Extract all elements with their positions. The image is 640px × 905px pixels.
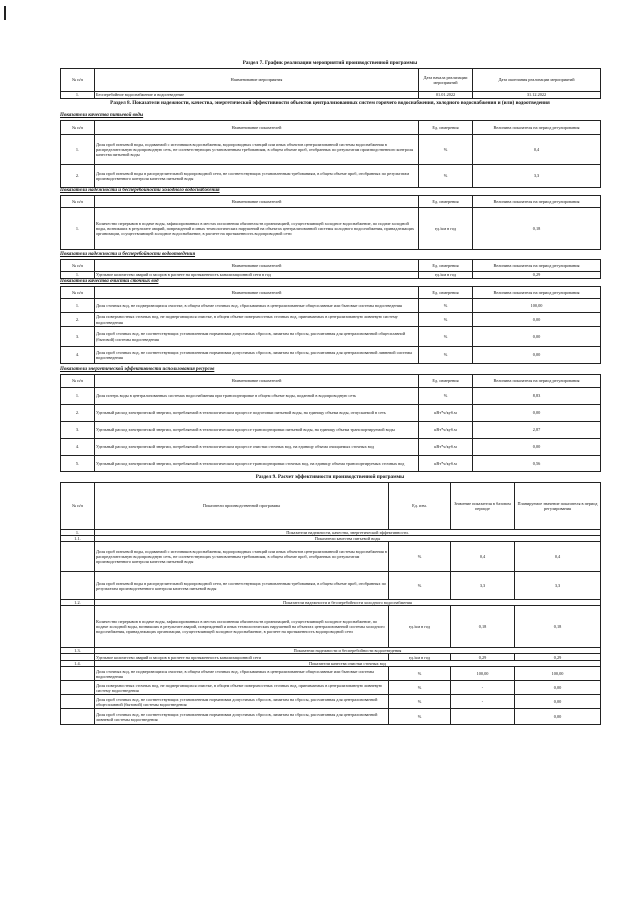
cell-unit: ед./км в год [389, 606, 451, 648]
cell-name: Количество перерывов в подаче воды, зафиксированных в местах исполнения обязательств организацией, осуществляющей холодное водоснабжение, по подаче холодной воды, возникших в результате аварий, повреждений и иных технологических нарушений на объектах централизованной системы холодного водоснабжения, принадлежащих организации, осуществляющей холодное водоснабжение, в расчете на протяженность водопроводной сети [95, 208, 419, 250]
cell-num [61, 667, 95, 681]
cell-base: 0,4 [451, 542, 515, 572]
cell-name: Удельный расход электрической энергии, потребляемой в технологическом процессе очистки сточных вод, на единицу объема очищаемых сточных вод [95, 439, 419, 456]
cell-num: 4. [61, 347, 95, 364]
cell-num: 1.4. [61, 661, 95, 667]
cell-unit: % [419, 135, 473, 165]
cell-value: 0,29 [473, 272, 601, 279]
table-row [61, 92, 601, 99]
cell-value: 0,18 [473, 208, 601, 250]
cell-num: 1. [61, 135, 95, 165]
cell-name: Доля проб питьевой воды в распределительной водопроводной сети, не соответствующих установленным требованиям, в общем объеме проб, отобранных по результатам производственного контроля качества питьевой воды [95, 165, 419, 188]
cell-unit: % [389, 667, 451, 681]
header-name: Показатели производственной программы [95, 483, 389, 530]
cell-base: 3,3 [451, 572, 515, 600]
header-value: Величина показателя на период регулирования [473, 196, 601, 208]
cell-name: Удельный расход электрической энергии, потребляемой в технологическом процессе транспортировки сточных вод, на единицу объема транспортируемых сточных вод [95, 456, 419, 472]
cell-name: Доля проб сточных вод, не соответствующих установленным нормативам допустимых сбросов, лимитам на сбросы, рассчитанная для централизованной общесплавной (бытовой) системы водоотведения [95, 695, 389, 709]
cell-num: 2. [61, 405, 95, 422]
cell-name: Количество перерывов в подаче воды, зафиксированных в местах исполнения обязательств организацией, осуществляющей холодное водоснабжение, по подаче холодной воды, возникших в результате аварий, повреждений и иных технологических нарушений на объектах централизованной системы холодного водоснабжения, принадлежащих организации, осуществляющей холодное водоснабжение, в расчете на протяженность водопроводной сети [95, 606, 389, 648]
cell-unit: % [419, 327, 473, 347]
cell-unit: кВт*ч/куб.м [419, 456, 473, 472]
cell-unit: ед./км в год [389, 654, 451, 661]
cell-name: Доля проб сточных вод, не соответствующих установленным нормативам допустимых сбросов, лимитам на сбросы, рассчитанная для централизованной ливневой системы водоотведения [95, 347, 419, 364]
header-name: Наименование показателей [95, 375, 419, 388]
table-row [61, 135, 601, 165]
cell-group-name: Показатели качества очистки сточных вод [95, 661, 601, 667]
cell-num [61, 542, 95, 572]
cell-num: 1.1. [61, 536, 95, 542]
cell-value: 0,00 [473, 327, 601, 347]
cell-num [61, 572, 95, 600]
cell-unit: % [419, 299, 473, 313]
header-name: Наименование показателей [95, 121, 419, 135]
section8-table-4 [60, 286, 601, 364]
cell-value: 8,83 [473, 388, 601, 405]
header-unit: Ед. измерения [419, 287, 473, 299]
header-value: Величина показателя на период регулирования [473, 287, 601, 299]
header-name: Наименование мероприятия [95, 69, 419, 92]
cell-unit: кВт*ч/куб.м [419, 422, 473, 439]
cell-num: 1. [61, 388, 95, 405]
scan-edge-mark [4, 6, 6, 20]
cell-base: 0,18 [451, 606, 515, 648]
table-header-row [61, 483, 601, 530]
cell-plan: 3,3 [515, 572, 601, 600]
cell-unit: % [419, 347, 473, 364]
table-header-row [61, 121, 601, 135]
cell-name: Бесперебойное водоснабжение и водоотведение [95, 92, 419, 99]
cell-plan: 0,00 [515, 681, 601, 695]
cell-name: Доля сточных вод, не подвергающихся очистке, в общем объеме сточных вод, сбрасываемых в централизованные общесплавные или бытовые системы водоотведения [95, 299, 419, 313]
header-name: Наименование показателей [95, 196, 419, 208]
section8-table-3 [60, 259, 601, 279]
section8-table-2 [60, 195, 601, 250]
cell-name: Доля проб питьевой воды, подаваемой с источников водоснабжения, водопроводных станций или иных объектов централизованной системы водоснабжения в распределительную водопроводную сеть, не соответствующих установленным требованиям, в общем объеме проб, отобранных по результатам производственного контроля качества питьевой воды [95, 542, 389, 572]
cell-unit: ед./км в год [419, 208, 473, 250]
section8-t4-subtitle: Показатели качества очистки сточных вод [60, 279, 159, 284]
cell-start: 01.01.2022 [419, 92, 473, 99]
cell-plan: 0,18 [515, 606, 601, 648]
header-unit: Ед. измерения [419, 121, 473, 135]
cell-num: 1.3. [61, 648, 95, 654]
cell-base: 100,00 [451, 667, 515, 681]
cell-num: 1. [61, 530, 95, 536]
header-unit: Ед. измерения [419, 375, 473, 388]
cell-unit: % [419, 165, 473, 188]
table-row [61, 709, 601, 725]
cell-plan: 0,29 [515, 654, 601, 661]
cell-name: Удельный расход электрической энергии, потребляемой в технологическом процессе подготовки питьевой воды, на единицу объема воды, отпускаемой в сеть [95, 405, 419, 422]
section7-title: Раздел 7. График реализации мероприятий производственной программы [242, 60, 418, 66]
table-row [61, 299, 601, 313]
cell-name: Доля проб питьевой воды, подаваемой с источников водоснабжения, водопроводных станций или иных объектов централизованной системы водоснабжения в распределительную водопроводную сеть, не соответствующих установленным требованиям, в общем объеме проб, отобранных по результатам производственного контроля качества питьевой воды [95, 135, 419, 165]
table-row [61, 165, 601, 188]
cell-plan: 0,4 [515, 542, 601, 572]
section8-title: Раздел 8. Показатели надежности, качества, энергетической эффективности объектов централизованных систем горячего водоснабжения, холодного водоснабжения и (или) водоотведения [110, 100, 550, 106]
cell-unit: кВт*ч/куб.м [419, 439, 473, 456]
table-row [61, 347, 601, 364]
cell-value: 0,00 [473, 439, 601, 456]
cell-value: 0,00 [473, 405, 601, 422]
table-header-row [61, 260, 601, 272]
cell-num: 2. [61, 313, 95, 327]
header-num: № п/п [61, 69, 95, 92]
cell-plan: 0,00 [515, 695, 601, 709]
table-row [61, 542, 601, 572]
cell-num: 2. [61, 165, 95, 188]
cell-unit: % [419, 313, 473, 327]
cell-name: Доля проб питьевой воды в распределительной водопроводной сети, не соответствующих установленным требованиям, в общем объеме проб, отобранных по результатам производственного контроля качества питьевой воды [95, 572, 389, 600]
cell-num [61, 654, 95, 661]
table-row [61, 606, 601, 648]
header-unit: Ед. измерения [419, 196, 473, 208]
header-num: № п/п [61, 483, 95, 530]
cell-plan: 100,00 [515, 667, 601, 681]
section8-t3-subtitle: Показатели надежности и бесперебойности водоотведения [60, 252, 196, 257]
cell-group-name: Показатели надежности и бесперебойности холодного водоснабжения [95, 600, 601, 606]
cell-value: 3,3 [473, 165, 601, 188]
header-start: Дата начала реализации мероприятий [419, 69, 473, 92]
cell-num [61, 695, 95, 709]
cell-base [451, 709, 515, 725]
cell-num: 4. [61, 439, 95, 456]
table-row [61, 208, 601, 250]
table-row [61, 681, 601, 695]
cell-name: Доля потерь воды в централизованных системах водоснабжения при транспортировке в общем объеме воды, поданной в водопроводную сеть [95, 388, 419, 405]
header-name: Наименование показателей [95, 287, 419, 299]
cell-name: Доля проб сточных вод, не соответствующих установленным нормативам допустимых сбросов, лимитам на сбросы, рассчитанная для централизованной ливневой системы водоотведения [95, 709, 389, 725]
table-row [61, 272, 601, 279]
section9-title: Раздел 9. Расчет эффективности производственной программы [255, 474, 405, 480]
section8-table-5 [60, 374, 601, 472]
cell-name: Удельное количество аварий и засоров в расчете на протяженность канализационной сети [95, 654, 389, 661]
cell-num: 1. [61, 92, 95, 99]
cell-num: 1. [61, 272, 95, 279]
table-row [61, 327, 601, 347]
cell-group-name: Показатели надежности и бесперебойности водоотведения [95, 648, 601, 654]
cell-name: Удельное количество аварий и засоров в расчете на протяженность канализационной сети в год [95, 272, 419, 279]
cell-name: Удельный расход электрической энергии, потребляемой в технологическом процессе транспортировки питьевой воды, на единицу объема транспортируемой воды [95, 422, 419, 439]
cell-name: Доля проб сточных вод, не соответствующих установленным нормативам допустимых сбросов, лимитам на сбросы, рассчитанная для централизованной общесплавной (бытовой) системы водоотведения [95, 327, 419, 347]
section8-t5-subtitle: Показатели энергетической эффективности использования ресурсов [60, 367, 215, 372]
cell-num: 3. [61, 327, 95, 347]
section8-t2-subtitle: Показатели надежности и бесперебойности холодного водоснабжения [60, 188, 220, 193]
cell-num [61, 681, 95, 695]
header-value: Величина показателя на период регулирования [473, 260, 601, 272]
table-row [61, 388, 601, 405]
header-value: Величина показателя на период регулирования [473, 121, 601, 135]
header-num: № п/п [61, 375, 95, 388]
header-base: Значение показателя в базовом периоде [451, 483, 515, 530]
section8-t1-subtitle: Показатели качества питьевой воды [60, 113, 144, 118]
header-num: № п/п [61, 196, 95, 208]
cell-unit: % [389, 695, 451, 709]
cell-num: 3. [61, 422, 95, 439]
cell-plan: 0,00 [515, 709, 601, 725]
cell-value: 0,4 [473, 135, 601, 165]
cell-unit: % [419, 388, 473, 405]
table-header-row [61, 196, 601, 208]
cell-name: Доля поверхностных сточных вод, не подвергающихся очистке, в общем объеме поверхностных сточных вод, принимаемых в централизованную ливневую систему водоотведения [95, 681, 389, 695]
table-header-row [61, 375, 601, 388]
cell-num [61, 709, 95, 725]
cell-unit: % [389, 681, 451, 695]
header-num: № п/п [61, 260, 95, 272]
section9-table [60, 482, 601, 725]
cell-num: 1. [61, 299, 95, 313]
cell-value: 0,00 [473, 347, 601, 364]
cell-base: - [451, 681, 515, 695]
table-row [61, 667, 601, 681]
header-num: № п/п [61, 121, 95, 135]
cell-value: 0,56 [473, 456, 601, 472]
table-row [61, 456, 601, 472]
cell-group-name: Показатели надежности, качества, энергетической эффективности. [95, 530, 601, 536]
section7-table [60, 68, 601, 99]
header-unit: Ед. измерения [419, 260, 473, 272]
cell-end: 31.12.2022 [473, 92, 601, 99]
cell-unit: кВт*ч/куб.м [419, 405, 473, 422]
header-value: Величина показателя на период регулирования [473, 375, 601, 388]
header-num: № п/п [61, 287, 95, 299]
cell-num: 5. [61, 456, 95, 472]
header-plan: Планируемое значение показателя в период регулирования [515, 483, 601, 530]
cell-value: 100,00 [473, 299, 601, 313]
table-header-row [61, 287, 601, 299]
table-row [61, 439, 601, 456]
cell-base: 0,29 [451, 654, 515, 661]
header-end: Дата окончания реализации мероприятий [473, 69, 601, 92]
cell-unit: % [389, 572, 451, 600]
cell-unit: ед./км в год [419, 272, 473, 279]
table-header-row [61, 69, 601, 92]
cell-base: - [451, 695, 515, 709]
cell-value: 0,00 [473, 313, 601, 327]
cell-name: Доля сточных вод, не подвергающихся очистке, в общем объеме сточных вод, сбрасываемых в централизованные общесплавные или бытовые системы водоотведения [95, 667, 389, 681]
table-row [61, 654, 601, 661]
cell-value: 2,87 [473, 422, 601, 439]
cell-group-name: Показатели качества питьевой воды [95, 536, 601, 542]
cell-unit: % [389, 709, 451, 725]
table-row [61, 405, 601, 422]
table-row [61, 313, 601, 327]
cell-num [61, 606, 95, 648]
section8-table-1 [60, 120, 601, 188]
header-unit: Ед. изм. [389, 483, 451, 530]
table-row [61, 572, 601, 600]
cell-name: Доля поверхностных сточных вод, не подвергающихся очистке, в общем объеме поверхностных сточных вод, принимаемых в централизованную ливневую систему водоотведения [95, 313, 419, 327]
header-name: Наименование показателей [95, 260, 419, 272]
table-row [61, 695, 601, 709]
cell-unit: % [389, 542, 451, 572]
cell-num: 1.2. [61, 600, 95, 606]
table-row [61, 422, 601, 439]
cell-num: 1. [61, 208, 95, 250]
